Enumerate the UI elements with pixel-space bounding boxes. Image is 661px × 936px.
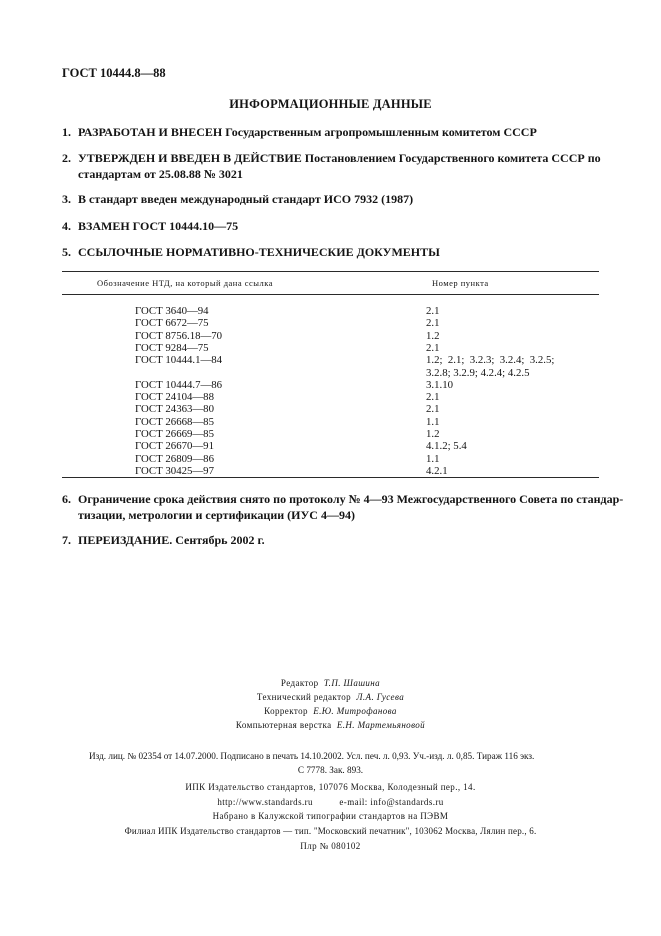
item-number: 5.	[62, 245, 71, 259]
clause-number-cell: 2.1	[426, 317, 440, 330]
item-number: 2.	[62, 151, 71, 165]
info-item-7	[62, 533, 265, 549]
clause-number-cell: 2.1	[426, 403, 440, 416]
table-header-clause: Номер пункта	[432, 278, 489, 288]
info-item-5	[62, 245, 440, 261]
item-text: ВЗАМЕН ГОСТ 10444.10—75	[78, 219, 239, 233]
clause-number-cell: 1.2	[426, 428, 440, 440]
section-title: ИНФОРМАЦИОННЫЕ ДАННЫЕ	[229, 97, 432, 111]
credit-name: Е.Н. Мартемьяновой	[336, 720, 426, 730]
clause-number-cell: 4.2.1	[426, 464, 448, 477]
print-info-line-2: С 7778. Зак. 893.	[297, 765, 364, 775]
item-text: УТВЕРЖДЕН И ВВЕДЕН В ДЕЙСТВИЕ Постановлением Государственного комитета СССР по	[78, 151, 601, 165]
credit-layout	[0, 720, 661, 730]
info-item-2	[62, 151, 601, 182]
table-header-rule	[62, 294, 599, 295]
credit-tech-editor	[0, 692, 661, 702]
credit-name: Т.П. Шашина	[323, 678, 381, 688]
item-number: 7.	[62, 533, 71, 547]
item-text: Ограничение срока действия снято по протоколу № 4—93 Межгосударственного Совета по стандар-	[78, 492, 624, 506]
credit-name: Е.Ю. Митрофанова	[313, 706, 397, 716]
credit-role: Редактор	[280, 678, 319, 688]
info-item-1	[62, 125, 537, 141]
publisher-line-4: Филиал ИПК Издательство стандартов — тип. "Московский печатник", 103062 Москва, Лялин пер., 6.	[124, 826, 537, 836]
ntd-designation-cell: ГОСТ 10444.7—86	[135, 378, 223, 391]
item-text-continuation: тизации, метрологии и сертификации (ИУС 4—94)	[78, 507, 355, 522]
ntd-designation-cell: ГОСТ 24363—80	[135, 403, 214, 416]
clause-number-cell: 1.1	[426, 415, 440, 428]
clause-number-cell: 1.2	[426, 329, 440, 342]
publisher-line-5: Плр № 080102	[300, 841, 361, 851]
info-item-3	[62, 192, 413, 208]
ntd-designation-cell: ГОСТ 10444.1—84	[135, 354, 223, 367]
clause-number-cell: 3.2.8; 3.2.9; 4.2.4; 4.2.5	[426, 366, 530, 379]
publisher-line-1: ИПК Издательство стандартов, 107076 Москва, Колодезный пер., 14.	[185, 782, 476, 792]
clause-number-cell: 3.1.10	[426, 378, 453, 391]
clause-number-cell: 2.1	[426, 391, 440, 404]
info-item-6	[62, 492, 623, 523]
ntd-designation-cell: ГОСТ 26668—85	[135, 415, 214, 428]
ntd-designation-cell: ГОСТ 26669—85	[135, 428, 214, 440]
publisher-line-3: Набрано в Калужской типографии стандартов на ПЭВМ	[212, 811, 449, 821]
ntd-designation-cell: ГОСТ 8756.18—70	[135, 329, 223, 342]
publisher-line-2: http://www.standards.ru e-mail: info@standards.ru	[217, 797, 444, 807]
clause-number-cell: 2.1	[426, 305, 440, 317]
ntd-designation-cell: ГОСТ 30425—97	[135, 464, 214, 477]
table-bottom-rule	[62, 477, 599, 478]
credit-role: Технический редактор	[256, 692, 352, 702]
item-number: 1.	[62, 125, 71, 139]
item-text: В стандарт введен международный стандарт ИСО 7932 (1987)	[78, 192, 414, 206]
ntd-designation-cell: ГОСТ 9284—75	[135, 341, 209, 354]
credit-proofreader	[0, 706, 661, 716]
clause-number-cell: 2.1	[426, 341, 440, 354]
item-number: 6.	[62, 492, 71, 506]
item-text: ССЫЛОЧНЫЕ НОРМАТИВНО-ТЕХНИЧЕСКИЕ ДОКУМЕНТЫ	[78, 245, 440, 259]
ntd-designation-cell: ГОСТ 3640—94	[135, 305, 209, 317]
ntd-designation-cell: ГОСТ 26670—91	[135, 440, 214, 453]
ntd-designation-cell: ГОСТ 24104—88	[135, 391, 214, 404]
item-number: 3.	[62, 192, 71, 206]
clause-number-cell: 1.1	[426, 452, 440, 465]
credit-name: Л.А. Гусева	[356, 692, 405, 702]
item-number: 4.	[62, 219, 71, 233]
item-text: РАЗРАБОТАН И ВНЕСЕН Государственным агропромышленным комитетом СССР	[78, 125, 537, 139]
document-header: ГОСТ 10444.8—88	[62, 66, 166, 80]
clause-number-cell: 4.1.2; 5.4	[426, 440, 467, 453]
ntd-designation-cell: ГОСТ 26809—86	[135, 452, 214, 465]
info-item-4	[62, 219, 238, 235]
credit-role: Компьютерная верстка	[235, 720, 332, 730]
item-text-continuation: стандартам от 25.08.88 № 3021	[78, 166, 243, 181]
credit-role: Корректор	[264, 706, 308, 716]
item-text: ПЕРЕИЗДАНИЕ. Сентябрь 2002 г.	[78, 533, 265, 547]
clause-number-cell: 1.2; 2.1; 3.2.3; 3.2.4; 3.2.5;	[426, 354, 555, 367]
table-top-rule	[62, 271, 599, 272]
credit-editor	[0, 678, 661, 688]
print-info-line-1: Изд. лиц. № 02354 от 14.07.2000. Подписано в печать 14.10.2002. Усл. печ. л. 0,93. Уч.-изд. л. 0,85. Тираж 116 экз.	[89, 751, 535, 761]
table-header-ntd: Обозначение НТД, на который дана ссылка	[97, 278, 274, 288]
ntd-designation-cell: ГОСТ 6672—75	[135, 317, 209, 330]
